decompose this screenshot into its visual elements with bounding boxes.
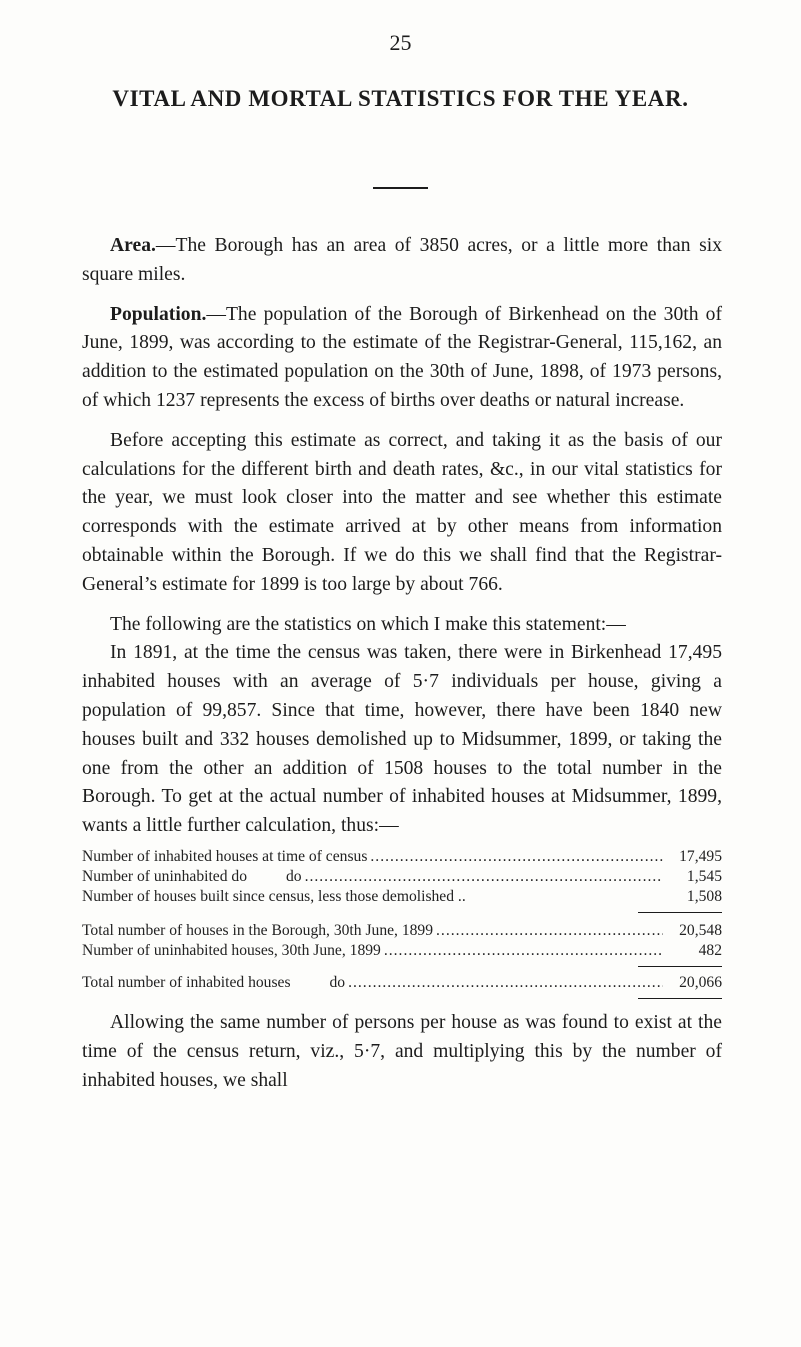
leader-dots: [305, 867, 663, 887]
area-lead: Area.: [110, 235, 156, 256]
row-value: 482: [698, 941, 722, 959]
row-value: 1,545: [686, 867, 722, 885]
area-text: —The Borough has an area of 3850 acres, or a little more than six square miles.: [82, 235, 722, 285]
row-label: Number of inhabited houses at time of census: [82, 847, 368, 865]
row-value: 17,495: [679, 847, 722, 865]
census-paragraph: In 1891, at the time the census was taken, there were in Birkenhead 17,495 inhabited houses with an average of 5·7 individuals per house, giving a population of 99,857. Since that time, however, there have been 1840 new houses built and 332 houses demolished up to Midsummer, 1899, or taking the one from the other an addition of 1508 houses to the total number in the Borough. To get at the actual number of inhabited houses at Midsummer, 1899, wants a little further calculation, thus:—: [82, 642, 722, 837]
row-label: Number of uninhabited houses, 30th June, 1899: [82, 941, 381, 959]
row-label: Number of uninhabited do do: [82, 867, 302, 885]
row-value: 20,548: [679, 921, 722, 939]
houses-table: [82, 847, 722, 999]
sum-rule: [638, 912, 722, 913]
area-paragraph: [82, 232, 722, 290]
leader-dots: [436, 921, 663, 941]
row-value: 1,508: [686, 887, 722, 905]
row-value: 20,066: [679, 973, 722, 991]
page-heading: VITAL AND MORTAL STATISTICS FOR THE YEAR.: [112, 86, 689, 111]
row-label: Total number of houses in the Borough, 30th June, 1899: [82, 921, 434, 939]
table-row: [82, 867, 722, 887]
allowing-paragraph: Allowing the same number of persons per house as was found to exist at the time of the census return, viz., 5·7, and multiplying this by the number of inhabited houses, we shall: [82, 1011, 722, 1091]
leader-dots: [384, 941, 663, 961]
population-paragraph: [82, 301, 722, 416]
before-paragraph: Before accepting this estimate as correct, and taking it as the basis of our calculations for the different birth and death rates, &c., in our vital statistics for the year, we must look closer into the matter and see whether this estimate corresponds with the estimate arrived at by other means from information obtainable within the Borough. If we do this we shall find that the Registrar-General’s estimate for 1899 is too large by about 766.: [82, 429, 722, 595]
page-number: 25: [389, 30, 412, 55]
table-row: [82, 847, 722, 867]
leader-dots: [370, 847, 663, 867]
heading-divider: [373, 187, 428, 189]
row-label: Total number of inhabited houses do: [82, 973, 346, 991]
leader-dots: [348, 973, 663, 993]
row-label: Number of houses built since census, less those demolished ..: [82, 887, 466, 905]
population-text: —The population of the Borough of Birkenhead on the 30th of June, 1899, was according to the estimate of the Registrar-General, 115,162, an addition to the estimated population on the 30th of June, 1898, of 1973 persons, of which 1237 represents the excess of births over deaths or natural increase.: [82, 303, 722, 411]
table-total-row: [82, 973, 722, 993]
population-lead: Population.: [110, 303, 207, 325]
table-row: [82, 887, 722, 907]
table-row: [82, 941, 722, 961]
document-body: [82, 232, 722, 1106]
sum-rule: [638, 998, 722, 999]
table-row: [82, 921, 722, 941]
following-paragraph: The following are the statistics on which I make this statement:—: [110, 613, 626, 635]
sum-rule: [638, 966, 722, 967]
